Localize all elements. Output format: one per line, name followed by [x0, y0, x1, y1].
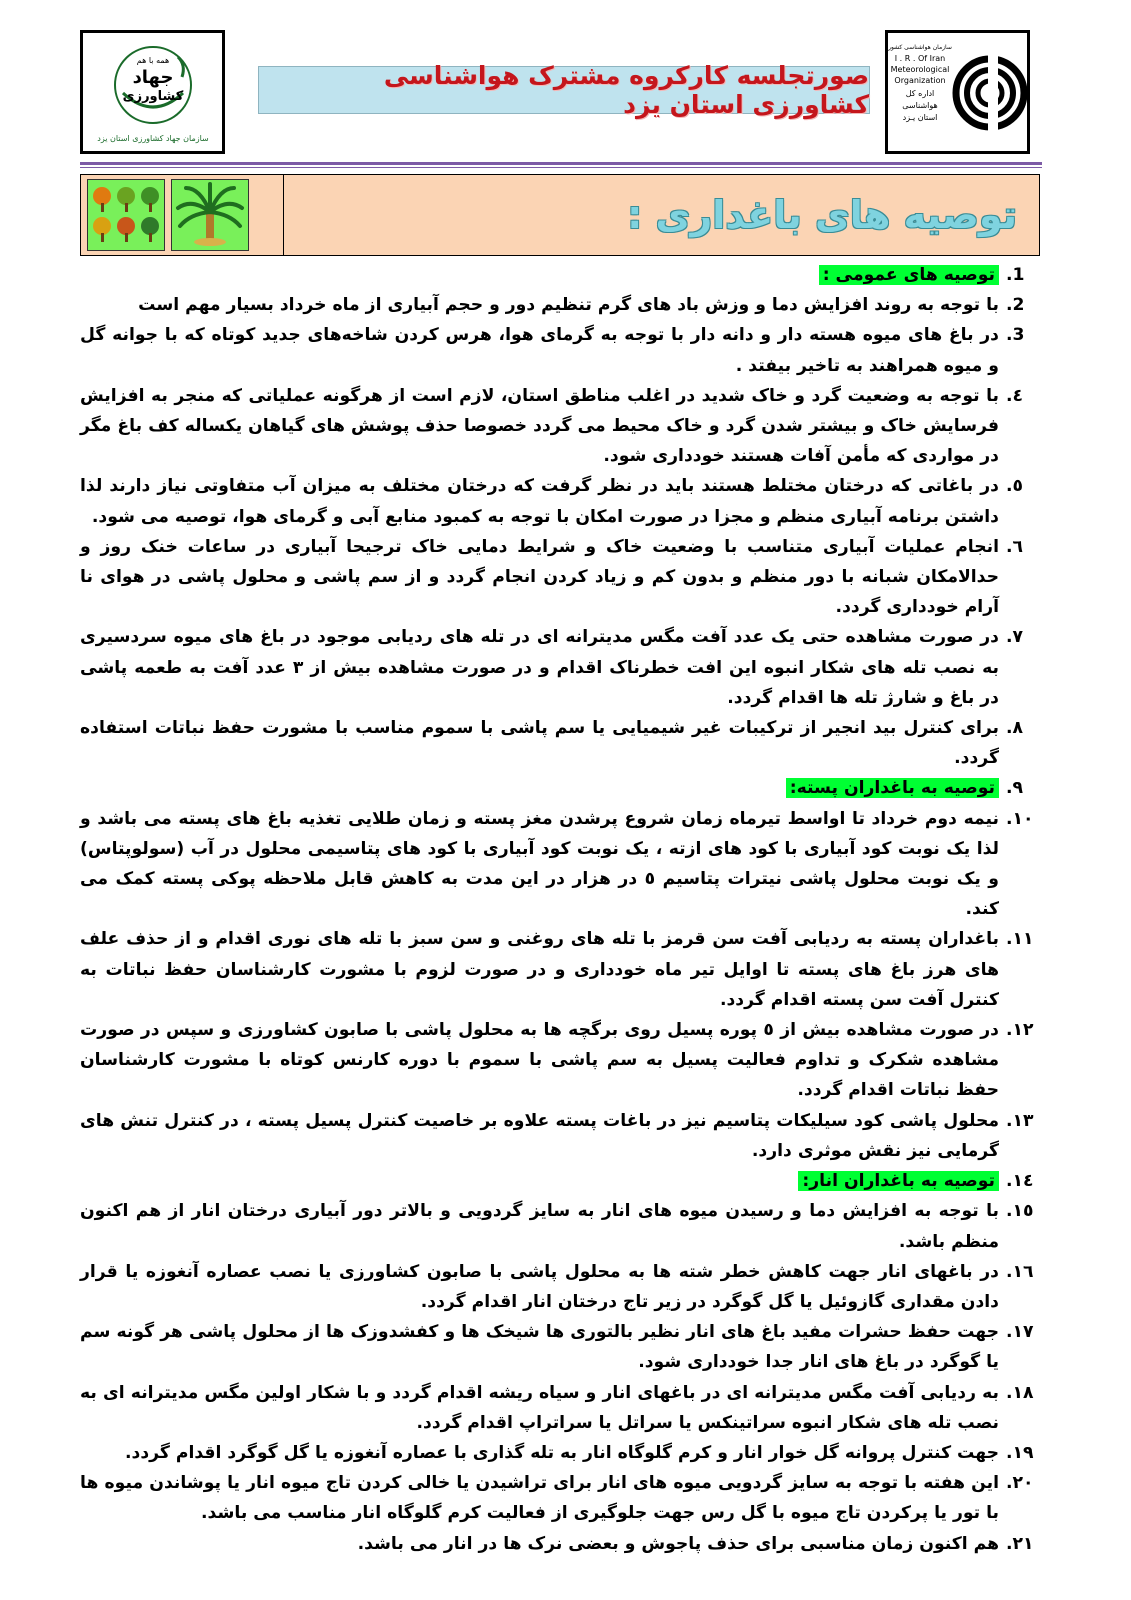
heading-line — [80, 260, 999, 290]
list-item — [80, 1378, 1040, 1438]
item-number: ٩. — [1006, 778, 1024, 799]
item-text: برای کنترل بید انجیر از ترکیبات غیر شیمیایی یا سم پاشی با سموم مناسب با مشورت حفظ نباتات استفاده گردد. — [80, 718, 999, 769]
item-text: در صورت مشاهده حتی یک عدد آفت مگس مدیترانه ای در تله های ردیابی موجود در باغ های میوه سردسیری به نصب تله های شکار انبوه این افت خطرناک اقدام و در صورت مشاهده بیش از ۳ عدد آفت به طعمه پاشی در باغ و شارژ تله ها اقدام گردد. — [80, 627, 999, 708]
heading-line — [80, 773, 999, 803]
item-text: در باغهای انار جهت کاهش خطر شته ها به محلول پاشی با صابون کشاورزی یا نصب عصاره آنغوزه یا قرار دادن مقداری گازوئیل یا گل گوگرد در زیر تاج درختان انار اقدام گردد. — [80, 1261, 999, 1312]
logo-fa-top: سازمان هواشناسی کشور — [888, 44, 952, 51]
list-item — [80, 471, 1040, 531]
heading-line — [80, 1166, 999, 1196]
list-item — [80, 1015, 1040, 1106]
list-item — [80, 924, 1040, 1015]
list-item — [80, 1106, 1040, 1166]
logo-fa-1: اداره کل — [905, 89, 935, 98]
section-title: توصیه های باغداری : — [627, 193, 1017, 237]
logo-big-text: جهاد — [132, 67, 174, 88]
logo-en-2: Meteorological — [890, 65, 950, 74]
item-number: ٨. — [1006, 718, 1024, 739]
list-item — [80, 532, 1040, 623]
item-number: ١٠. — [1006, 808, 1034, 829]
item-text: به ردیابی آفت مگس مدیترانه ای در باغهای انار و سیاه ریشه اقدام گردد و با شکار اولین مگس مدیترانه ای به نصب تله های شکار انبوه سراتینکس یا سراتل یا سراتراپ اقدام گردد. — [80, 1382, 999, 1433]
header-divider — [80, 162, 1042, 165]
item-text: انجام عملیات آبیاری متناسب با وضعیت خاک و شرایط دمایی خاک ترجیحا آبیاری در ساعات خنک روز و حدالامکان شبانه با دور منظم و بدون کم و زیاد کردن انجام گردد و از سم پاشی و محلول پاشی در هوای نا آرام خودداری گردد. — [80, 536, 999, 618]
item-number: ١٥. — [1006, 1201, 1034, 1222]
report-title-banner — [258, 61, 870, 119]
item-number: 1. — [1006, 265, 1025, 285]
item-number: ٢٠. — [1006, 1473, 1034, 1494]
logo-fa-2: هواشناسی — [902, 101, 938, 110]
section-heading — [80, 260, 1040, 290]
list-item — [80, 1438, 1040, 1468]
heading-text: توصیه به باغداران پسته: — [786, 778, 999, 798]
item-text: هم اکنون زمان مناسبی برای حذف پاجوش و بعضی نرک ها در انار می باشد. — [357, 1533, 999, 1554]
item-text: نیمه دوم خرداد تا اواسط تیرماه زمان شروع پرشدن مغز پسته و زمان طلایی تغذیه باغ های پسته می باشد و لذا یک نوبت کود آبیاری با کود های ازته ، یک نوبت کود آبیاری با کود های پتاسیمی محلول در آب (سولوپتاس) و یک نوبت محلول پاشی نیترات پتاسیم ٥ در هزار در این مدت به کاهش قابل ملاحظه پوکی پسته کمک می کند. — [80, 808, 999, 920]
section-heading — [80, 773, 1040, 803]
section-banner — [80, 174, 1040, 256]
logo-org-text: سازمان جهاد کشاورزی استان یزد — [97, 134, 209, 143]
item-text: با توجه به وضعیت گرد و خاک شدید در اغلب مناطق استان، لازم است از هرگونه عملیاتی که منجر به افزایش فرسایش خاک و بیشتر شدن گرد و خاک محیط می گردد خصوصا حذف پوشش های گیاهان یکساله کف باغ مگر در مواردی که مأمن آفات هستند خودداری شود. — [80, 385, 999, 467]
item-text: با توجه به افزایش دما و رسیدن میوه های انار به سایز گردویی و بالاتر دور آبیاری درختان انار از هم اکنون منظم باشد. — [80, 1201, 999, 1252]
logo-fa-3: استان یـزد — [902, 113, 938, 122]
item-number: ١٢. — [1006, 1020, 1034, 1041]
item-number: ١٧. — [1006, 1322, 1034, 1343]
logo-big-text-2: کشاورزی — [122, 89, 184, 104]
item-number: 3. — [1006, 325, 1025, 346]
meteorology-emblem-icon — [888, 33, 1027, 151]
item-number: ٥. — [1006, 476, 1024, 497]
palm-tree-image — [171, 179, 249, 251]
item-number: 2. — [1006, 295, 1025, 316]
list-item — [80, 804, 1040, 925]
item-number: ٤. — [1006, 385, 1024, 406]
item-number: ١٩. — [1006, 1442, 1034, 1463]
item-number: ٧. — [1006, 627, 1024, 648]
list-item — [80, 290, 1040, 320]
item-text: جهت کنترل پروانه گل خوار انار و کرم گلوگاه انار به تله گذاری با عصاره آنغوزه یا گل گوگرد اقدام گردد. — [125, 1442, 999, 1463]
logo-top-text: همه با هم — [136, 56, 170, 65]
item-number: ١٨. — [1006, 1382, 1034, 1403]
item-text: این هفته با توجه به سایز گردویی میوه های انار برای تراشیدن یا خالی کردن تاج میوه انار یا پوشاندن میوه ها با تور یا پرکردن تاج میوه با گل رس جهت جلوگیری از فعالیت کرم گلوگاه انار مناسب می باشد. — [80, 1473, 999, 1524]
meteorological-org-logo — [885, 30, 1030, 154]
item-text: باغداران پسته به ردیابی آفت سن قرمز با تله های روغنی و سن سبز با تله های نوری اقدام و از حذف علف های هرز باغ های پسته تا اوایل تیر ماه خودداری و در صورت لزوم با مشورت کارشناسان حفظ نباتات به کنترل آفت سن پسته اقدام گردد. — [80, 929, 999, 1010]
heading-text: توصیه های عمومی : — [819, 265, 999, 285]
heading-text: توصیه به باغداران انار: — [798, 1171, 999, 1191]
list-item — [80, 1529, 1040, 1559]
item-text: در باغاتی که درختان مختلط هستند باید در نظر گرفت که درختان مختلف به میزان آب متفاوتی نیاز دارند لذا داشتن برنامه آبیاری منظم و مجزا در صورت امکان با توجه به کمبود منابع آبی و گرمای هوا، توصیه می شود. — [80, 476, 999, 527]
jahad-keshavarzi-logo — [80, 30, 225, 154]
report-title: صورتجلسه کارکروه مشترک هواشناسی کشاورزی استان یزد — [383, 61, 869, 119]
item-text: محلول پاشی کود سیلیکات پتاسیم نیز در باغات پسته علاوه بر خاصیت کنترل پسیل پسته ، در کنترل تنش های گرمایی نیز نقش موثری دارد. — [80, 1110, 999, 1161]
palm-icon — [172, 180, 248, 250]
list-item — [80, 622, 1040, 713]
item-number: ٢١. — [1006, 1533, 1034, 1554]
item-text: در صورت مشاهده بیش از ٥ پوره پسیل روی برگچه ها به محلول پاشی با صابون کشاورزی و سپس در صورت مشاهده شکرک و تداوم فعالیت پسیل به سم پاشی با سموم با دوره کارنس کوتاه با مشورت کارشناسان حفظ نباتات اقدام گردد. — [80, 1020, 1000, 1101]
list-item — [80, 713, 1040, 773]
list-item — [80, 1196, 1040, 1256]
banner-divider — [283, 175, 284, 255]
section-heading — [80, 1166, 1040, 1196]
list-item — [80, 320, 1040, 380]
logo-en-3: Organization — [894, 76, 946, 85]
item-number: ٦. — [1006, 536, 1024, 557]
item-text: در باغ های میوه هسته دار و دانه دار با توجه به گرمای هوا، هرس کردن شاخه‌های جدید کوتاه که با جوانه گل و میوه همراهند به تاخیر بیفتد . — [80, 325, 999, 376]
item-text: با توجه به روند افزایش دما و وزش باد های گرم تنظیم دور و حجم آبیاری از ماه خرداد بسیار مهم است — [138, 295, 999, 316]
list-item — [80, 381, 1040, 472]
list-item — [80, 1317, 1040, 1377]
header-divider-thin — [80, 167, 1042, 168]
fruit-trees-image — [87, 179, 165, 251]
trees-icon — [88, 180, 164, 250]
logo-en-1: I . R . Of Iran — [894, 54, 946, 63]
item-number: ١٣. — [1006, 1110, 1034, 1131]
item-number: ١١. — [1006, 929, 1034, 950]
list-item — [80, 1257, 1040, 1317]
list-item — [80, 1468, 1040, 1528]
recommendations-list — [80, 260, 1040, 1559]
item-number: ١٦. — [1006, 1261, 1034, 1282]
jahad-emblem-icon — [83, 33, 222, 151]
item-number: ١٤. — [1006, 1171, 1034, 1192]
item-text: جهت حفظ حشرات مفید باغ های انار نظیر بالتوری ها شیخک ها و کفشدوزک ها از محلول پاشی هر گونه سم یا گوگرد در باغ های انار جدا خودداری شود. — [80, 1322, 999, 1373]
